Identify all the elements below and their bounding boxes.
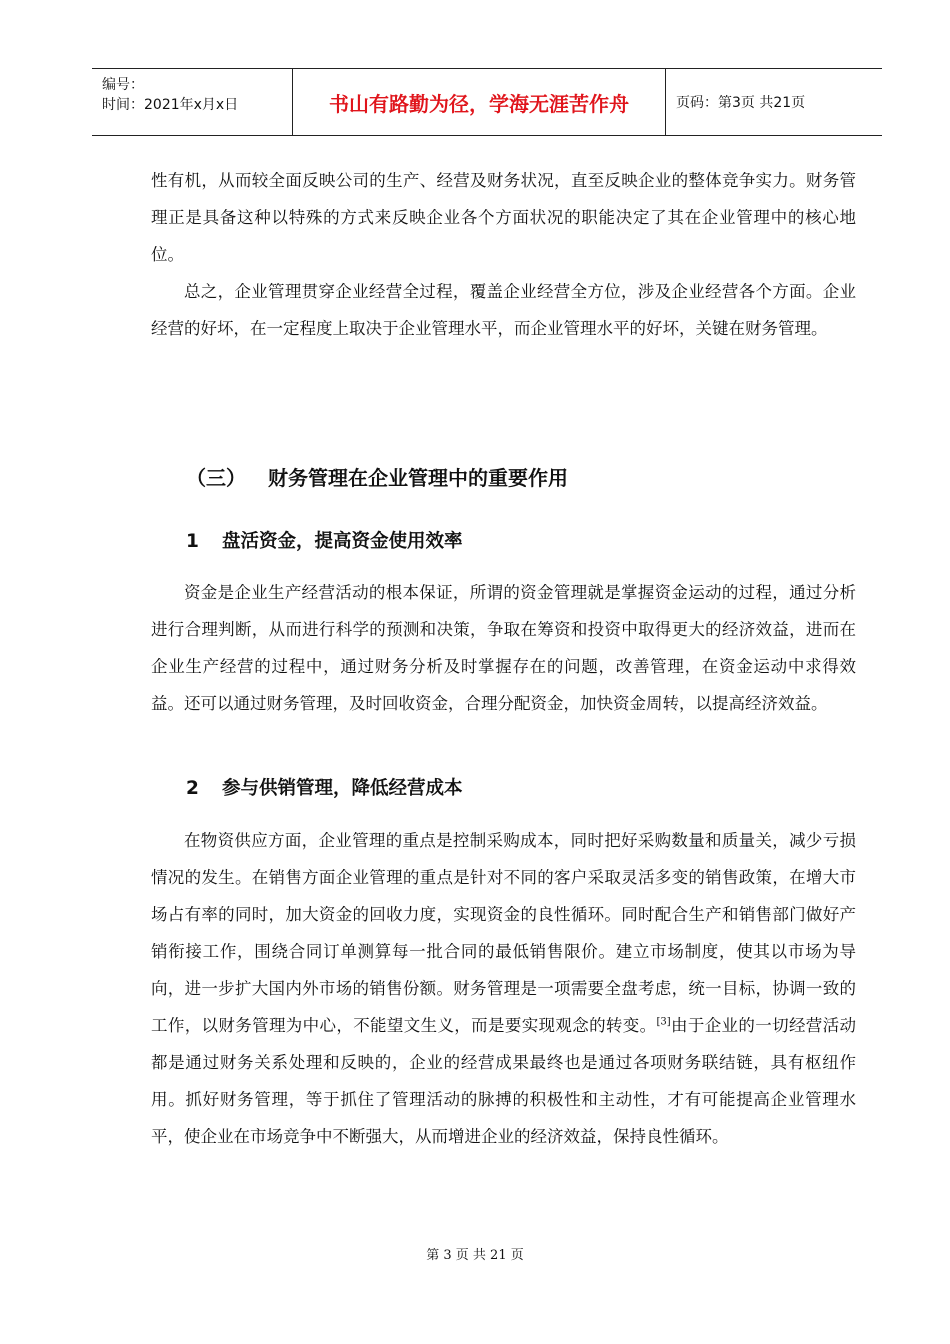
page-header [92,68,882,136]
subsection-2-body [151,822,856,1155]
intro-text [151,162,856,347]
page-footer: 第 3 页 共 21 页 [426,1248,524,1263]
section-heading [186,460,568,496]
paragraph-4 [151,822,856,1155]
header-time: 时间：2021年x月x日 [102,97,239,113]
citation-ref: [3] [656,1016,671,1028]
header-motto: 书山有路勤为径，学海无涯苦作舟 [293,69,666,135]
paragraph-4-part-a: 在物资供应方面，企业管理的重点是控制采购成本，同时把好采购数量和质量关，减少亏损情况的发生。在销售方面企业管理的重点是针对不同的客户采取灵活多变的销售政策，在增大市场占有率的同时，加大资金的回收力度，实现资金的良性循环。同时配合生产和销售部门做好产销衔接工作，围绕合同订单测算每一批合同的最低销售限价。建立市场制度，使其以市场为导向，进一步扩大国内外市场的销售份额。财务管理是一项需要全盘考虑，统一目标，协调一致的工作，以财务管理为中心，不能望文生义，而是要实现观念的转变。 [151,831,856,1035]
subsection-1-number: 1 [186,531,199,552]
paragraph-1: 性有机，从而较全面反映公司的生产、经营及财务状况，直至反映企业的整体竞争实力。财务管理正是具备这种以特殊的方式来反映企业各个方面状况的职能决定了其在企业管理中的核心地位。 [151,171,856,264]
subsection-2-title: 参与供销管理，降低经营成本 [222,778,463,799]
paragraph-3: 资金是企业生产经营活动的根本保证，所谓的资金管理就是掌握资金运动的过程，通过分析进行合理判断，从而进行科学的预测和决策，争取在筹资和投资中取得更大的经济效益，进而在企业生产经营的过程中，通过财务分析及时掌握存在的问题，改善管理，在资金运动中求得效益。还可以通过财务管理，及时回收资金，合理分配资金，加快资金周转，以提高经济效益。 [151,583,856,713]
section-number: （三） [186,466,246,490]
paragraph-2: 总之，企业管理贯穿企业经营全过程，覆盖企业经营全方位，涉及企业经营各个方面。企业经营的好坏，在一定程度上取决于企业管理水平，而企业管理水平的好坏，关键在财务管理。 [151,282,856,338]
header-page-number: 页码：第3页 共21页 [676,95,806,111]
subsection-1-body [151,574,856,722]
subsection-2-heading [186,772,463,806]
subsection-1-title: 盘活资金，提高资金使用效率 [222,531,463,552]
subsection-2-number: 2 [186,778,199,799]
paragraph-4-part-b: 由于企业的一切经营活动都是通过财务关系处理和反映的，企业的经营成果最终也是通过各项财务联结链，具有枢纽作用。抓好财务管理，等于抓住了管理活动的脉搏的积极性和主动性，才有可能提高企业管理水平，使企业在市场竞争中不断强大，从而增进企业的经济效益，保持良性循环。 [151,1016,857,1146]
subsection-1-heading [186,525,463,559]
header-code: 编号： [102,77,144,93]
header-meta [92,69,293,135]
section-title: 财务管理在企业管理中的重要作用 [268,466,568,490]
